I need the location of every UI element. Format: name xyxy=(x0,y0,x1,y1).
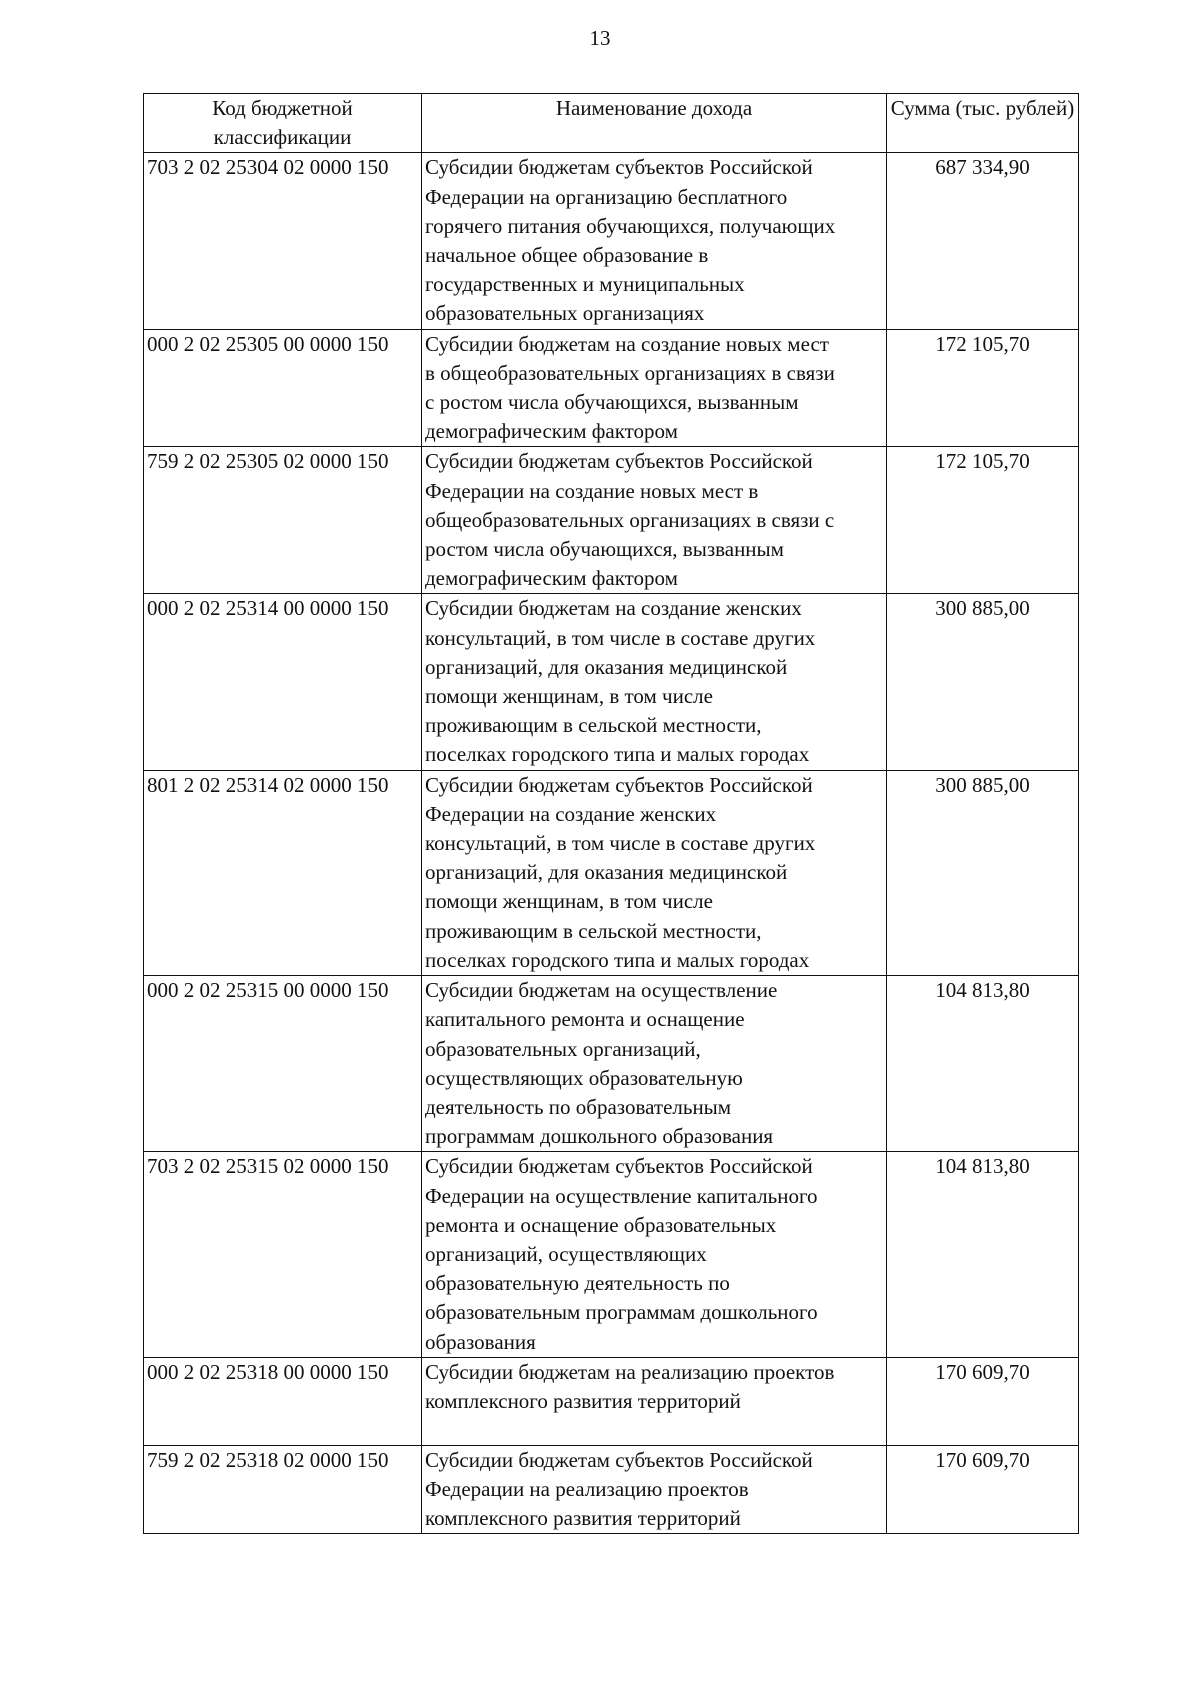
budget-code-cell: 703 2 02 25315 02 0000 150 xyxy=(144,1152,422,1357)
income-name-line: программам дошкольного образования xyxy=(425,1124,774,1149)
amount-cell: 300 885,00 xyxy=(887,770,1079,975)
table-row xyxy=(144,976,1079,1152)
income-name-line: комплексного развития территорий xyxy=(425,1506,741,1531)
income-name-line: Субсидии бюджетам на реализацию проектов xyxy=(425,1359,835,1384)
income-name-line: Субсидии бюджетам на осуществление xyxy=(425,978,778,1003)
amount-cell: 172 105,70 xyxy=(887,329,1079,447)
table-row xyxy=(144,153,1079,329)
income-name-line: Субсидии бюджетам на создание новых мест xyxy=(425,331,829,356)
income-name-line: проживающим в сельской местности, xyxy=(425,713,762,738)
income-name-line: горячего питания обучающихся, получающих xyxy=(425,213,836,238)
budget-code-cell: 703 2 02 25304 02 0000 150 xyxy=(144,153,422,329)
income-name-line: деятельность по образовательным xyxy=(425,1094,732,1119)
budget-code-cell: 000 2 02 25315 00 0000 150 xyxy=(144,976,422,1152)
amount-cell: 300 885,00 xyxy=(887,594,1079,770)
income-name-line: образовательную деятельность по xyxy=(425,1271,730,1296)
amount-cell: 104 813,80 xyxy=(887,1152,1079,1357)
income-name-cell xyxy=(422,1445,887,1534)
budget-code-cell: 000 2 02 25305 00 0000 150 xyxy=(144,329,422,447)
table-row xyxy=(144,1445,1079,1534)
income-name-line: демографическим фактором xyxy=(425,566,678,591)
budget-code-cell: 759 2 02 25305 02 0000 150 xyxy=(144,447,422,594)
income-name-line: Федерации на создание женских xyxy=(425,801,717,826)
header-code: Код бюджетной классификации xyxy=(144,94,422,153)
income-name-line: Субсидии бюджетам субъектов Российской xyxy=(425,155,813,180)
income-name-line: образовательных организациях xyxy=(425,301,705,326)
income-name-line: Федерации на организацию бесплатного xyxy=(425,184,788,209)
income-name-cell xyxy=(422,153,887,329)
income-name-line: Субсидии бюджетам субъектов Российской xyxy=(425,1154,813,1179)
budget-code-cell: 000 2 02 25318 00 0000 150 xyxy=(144,1357,422,1445)
amount-cell: 170 609,70 xyxy=(887,1357,1079,1445)
table-row xyxy=(144,447,1079,594)
income-name-line: образования xyxy=(425,1329,536,1354)
income-name-line: организаций, осуществляющих xyxy=(425,1241,707,1266)
income-name-line: с ростом числа обучающихся, вызванным xyxy=(425,390,799,415)
budget-code-cell: 000 2 02 25314 00 0000 150 xyxy=(144,594,422,770)
income-name-line: в общеобразовательных организациях в связи xyxy=(425,360,835,385)
income-name-line: Субсидии бюджетам субъектов Российской xyxy=(425,449,813,474)
income-name-line: государственных и муниципальных xyxy=(425,272,745,297)
income-name-line: ростом числа обучающихся, вызванным xyxy=(425,537,784,562)
income-name-line: Федерации на создание новых мест в xyxy=(425,478,759,503)
income-name-line: осуществляющих образовательную xyxy=(425,1065,743,1090)
income-name-cell xyxy=(422,770,887,975)
income-name-line: помощи женщинам, в том числе xyxy=(425,684,713,709)
income-name-line: Федерации на реализацию проектов xyxy=(425,1476,749,1501)
income-table xyxy=(143,93,1079,1534)
income-name-line: организаций, для оказания медицинской xyxy=(425,860,788,885)
amount-cell: 172 105,70 xyxy=(887,447,1079,594)
budget-code-cell: 801 2 02 25314 02 0000 150 xyxy=(144,770,422,975)
page-number: 13 xyxy=(589,26,611,50)
table-row xyxy=(144,1152,1079,1357)
income-name-line: Федерации на осуществление капитального xyxy=(425,1183,818,1208)
income-name-line: образовательных организаций, xyxy=(425,1036,701,1061)
amount-cell: 104 813,80 xyxy=(887,976,1079,1152)
income-name-line: помощи женщинам, в том числе xyxy=(425,889,713,914)
income-name-cell xyxy=(422,447,887,594)
income-name-cell xyxy=(422,329,887,447)
income-name-line: образовательным программам дошкольного xyxy=(425,1300,818,1325)
income-name-line: общеобразовательных организациях в связи с xyxy=(425,507,835,532)
income-name-line: консультаций, в том числе в составе других xyxy=(425,625,816,650)
income-name-line: комплексного развития территорий xyxy=(425,1388,741,1413)
table-body xyxy=(144,153,1079,1534)
budget-code-cell: 759 2 02 25318 02 0000 150 xyxy=(144,1445,422,1534)
table-row xyxy=(144,594,1079,770)
table-row xyxy=(144,1357,1079,1445)
table-row xyxy=(144,329,1079,447)
income-name-line: Субсидии бюджетам субъектов Российской xyxy=(425,772,813,797)
table-header-row xyxy=(144,94,1079,153)
income-name-line: начальное общее образование в xyxy=(425,243,709,268)
income-name-line: капитального ремонта и оснащение xyxy=(425,1007,745,1032)
income-name-line: Субсидии бюджетам на создание женских xyxy=(425,596,802,621)
header-sum: Сумма (тыс. рублей) xyxy=(887,94,1079,153)
income-name-line: проживающим в сельской местности, xyxy=(425,918,762,943)
income-name-line: демографическим фактором xyxy=(425,419,678,444)
income-name-line: поселках городского типа и малых городах xyxy=(425,742,810,767)
income-name-cell xyxy=(422,594,887,770)
income-name-cell xyxy=(422,976,887,1152)
income-name-line: поселках городского типа и малых городах xyxy=(425,947,810,972)
amount-cell: 170 609,70 xyxy=(887,1445,1079,1534)
income-name-line: организаций, для оказания медицинской xyxy=(425,654,788,679)
income-name-line: консультаций, в том числе в составе других xyxy=(425,831,816,856)
table-row xyxy=(144,770,1079,975)
income-name-cell xyxy=(422,1152,887,1357)
header-name: Наименование дохода xyxy=(422,94,887,153)
income-name-cell xyxy=(422,1357,887,1445)
amount-cell: 687 334,90 xyxy=(887,153,1079,329)
income-name-line: Субсидии бюджетам субъектов Российской xyxy=(425,1447,813,1472)
income-name-line: ремонта и оснащение образовательных xyxy=(425,1212,777,1237)
